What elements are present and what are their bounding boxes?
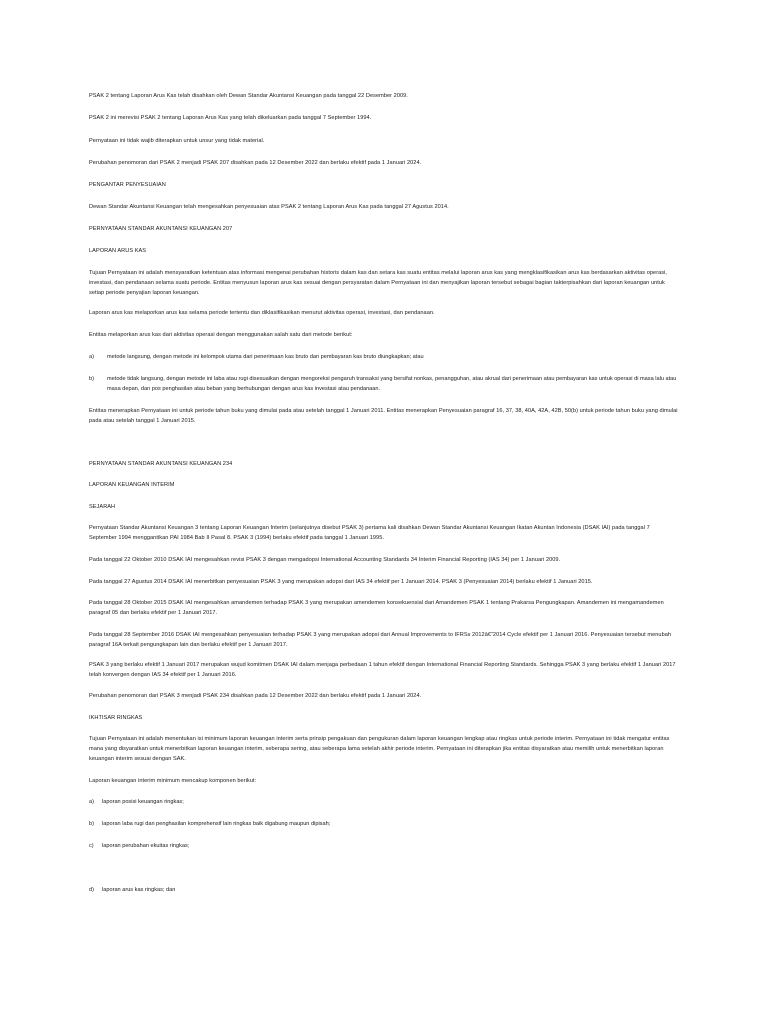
section-heading: IKHTISAR RINGKAS: [89, 715, 143, 721]
list-item: [89, 819, 679, 829]
paragraph: Pada tanggal 28 September 2016 DSAK IAI mengesahkan penyesuaian terhadap PSAK 3 yang merupakan adopsi dari Annual Improvements to IFRSs 2012â€“2014 Cycle efektif per 1 Januari 2016. Penyesuaian tersebut menubah paragraf 16A terkait pengungkapan lain dan berlaku efektif per 1 Januari 2017.: [89, 632, 672, 648]
section-heading: SEJARAH: [89, 504, 116, 510]
paragraph: Pada tanggal 28 Oktober 2015 DSAK IAI mengesahkan amandemen terhadap PSAK 3 yang merupakan amendemen konsekuensial dari Amandemen PSAK 1 tentang Prakarsa Pengungkapan. Amandemen ini mengamandemen paragraf 05 dan berlaku efektif per 1 Januari 2017.: [89, 600, 664, 616]
list-item: [89, 374, 679, 394]
list-marker: b): [89, 821, 94, 827]
paragraph: Pernyataan Standar Akuntansi Keuangan 3 tentang Laporan Keuangan Interim (selanjutnya disebut PSAK 3) pertama kali disahkan Dewan Standar Akuntansi Keuangan Ikatan Akuntan Indonesia (DSAK IAI) pada tanggal 7 September 1994 menggantikan PAI 1984 Bab II Pasal 8. PSAK 3 (1994) berlaku efektif pada tanggal 1 Januari 1995.: [89, 525, 650, 541]
paragraph: PSAK 3 yang berlaku efektif 1 Januari 2017 merupakan wujud komitmen DSAK IAI dalam menjaga perbedaan 1 tahun efektif dengan International Financial Reporting Standards. Sehingga PSAK 3 yang berlaku efektif 1 Januari 2017 telah konvergen dengan IAS 34 efektif per 1 Januari 2016.: [89, 662, 676, 678]
section-heading: LAPORAN KEUANGAN INTERIM: [89, 482, 175, 488]
list-item-text: laporan laba rugi dan penghasilan komprehensif lain ringkas baik digabung maupun dipisah;: [102, 821, 331, 827]
paragraph: Tujuan Pernyataan ini adalah menentukan isi minimum laporan keuangan interim serta prinsip pengakuan dan pengukuran dalam laporan keuangan lengkap atau ringkas untuk periode interim. Pernyataan ini tidak mengatur entitas mana yang disyaratkan untuk menerbitkan laporan keuangan interim, seberapa sering, atau seberapa lama setelah akhir periode interim. Pernyataan ini diterapkan jika entitas disyaratkan atau memilih untuk menerbitkan laporan keuangan interim sesuai dengan SAK.: [89, 736, 670, 762]
paragraph: Laporan arus kas melaporkan arus kas selama periode tertentu dan diklasifikasikan menurut aktivitas operasi, investasi, dan pendanaan.: [89, 310, 435, 316]
paragraph: Tujuan Pernyataan ini adalah mensyaratkan ketentuan atas informasi mengenai perubahan historis dalam kas dan setara kas suatu entitas melalui laporan arus kas yang mengklasifikasikan arus kas berdasarkan aktivitas operasi, investasi, dan pendanaan selama suatu periode. Entitas menyusun laporan arus kas sesuai dengan persyaratan dalam Pernyataan ini dan menyajikan laporan tersebut sebagai bagian takterpisahkan dari laporan keuangan untuk setiap periode penyajian laporan keuangan.: [89, 270, 668, 296]
paragraph: PSAK 2 ini merevisi PSAK 2 tentang Laporan Arus Kas yang telah dikeluarkan pada tanggal 7 September 1994.: [89, 115, 372, 121]
paragraph: Pada tanggal 27 Agustus 2014 DSAK IAI menerbitkan penyesuaian PSAK 3 yang merupakan adopsi dari IAS 34 efektif per 1 Januari 2014. PSAK 3 (Penyesuaian 2014) berlaku efektif 1 Januari 2015.: [89, 579, 593, 585]
paragraph: Perubahan penomoran dari PSAK 3 menjadi PSAK 234 disahkan pada 12 Desember 2022 dan berlaku efektif pada 1 Januari 2024.: [89, 693, 422, 699]
section-heading: PENGANTAR PENYESUAIAN: [89, 182, 166, 188]
paragraph: PSAK 2 tentang Laporan Arus Kas telah disahkan oleh Dewan Standar Akuntansi Keuangan pada tanggal 22 Desember 2009.: [89, 93, 408, 99]
paragraph: Pernyataan ini tidak wajib diterapkan untuk unsur yang tidak material.: [89, 138, 265, 144]
section-heading: LAPORAN ARUS KAS: [89, 248, 147, 254]
list-item: [89, 352, 679, 362]
list-marker: a): [89, 799, 94, 805]
list-marker: d): [89, 887, 94, 893]
paragraph: Dewan Standar Akuntansi Keuangan telah mengesahkan penyesuaian atas PSAK 2 tentang Laporan Arus Kas pada tanggal 27 Agustus 2014.: [89, 204, 449, 210]
list-item: [89, 841, 679, 851]
list-marker: b): [89, 376, 94, 382]
list-item: [89, 885, 679, 895]
paragraph: Pada tanggal 22 Oktober 2010 DSAK IAI mengesahkan revisi PSAK 3 dengan mengadopsi International Accounting Standards 34 Interim Financial Reporting (IAS 34) per 1 Januari 2009.: [89, 557, 561, 563]
list-item-text: metode tidak langsung, dengan metode ini laba atau rugi disesuaikan dengan mengoreksi pengaruh transaksi yang bersifat nonkas, penangguhan, atau akrual dari penerimaan atau pembayaran kas untuk operasi di masa lalu atau masa depan, dan pos penghasilan atau beban yang berhubungan dengan arus kas investasi atau pendanaan.: [107, 376, 677, 392]
paragraph: Laporan keuangan interim minimum mencakup komponen berikut:: [89, 778, 257, 784]
list-item-text: metode langsung, dengan metode ini kelompok utama dari penerimaan kas bruto dan pembayaran kas bruto diungkapkan; atau: [107, 354, 424, 360]
list-item-text: laporan perubahan ekuitas ringkas;: [102, 843, 190, 849]
list-marker: c): [89, 843, 94, 849]
section-heading: PERNYATAAN STANDAR AKUNTANSI KEUANGAN 207: [89, 226, 233, 232]
section-heading: PERNYATAAN STANDAR AKUNTANSI KEUANGAN 234: [89, 461, 233, 467]
list-item-text: laporan posisi keuangan ringkas;: [102, 799, 184, 805]
paragraph: Perubahan penomoran dari PSAK 2 menjadi PSAK 207 disahkan pada 12 Desember 2022 dan berlaku efektif pada 1 Januari 2024.: [89, 160, 422, 166]
paragraph: Entitas melaporkan arus kas dari aktivitas operasi dengan menggunakan salah satu dari metode berikut:: [89, 332, 353, 338]
paragraph: Entitas menerapkan Pernyataan ini untuk periode tahun buku yang dimulai pada atau setelah tanggal 1 Januari 2011. Entitas menerapkan Penyesuaian paragraf 16, 37, 38, 40A, 42A, 42B, 50(b) untuk periode tahun buku yang dimulai pada atau setelah tanggal 1 Januari 2015.: [89, 408, 678, 424]
list-marker: a): [89, 354, 94, 360]
list-item-text: laporan arus kas ringkas; dan: [102, 887, 176, 893]
list-item: [89, 797, 679, 807]
